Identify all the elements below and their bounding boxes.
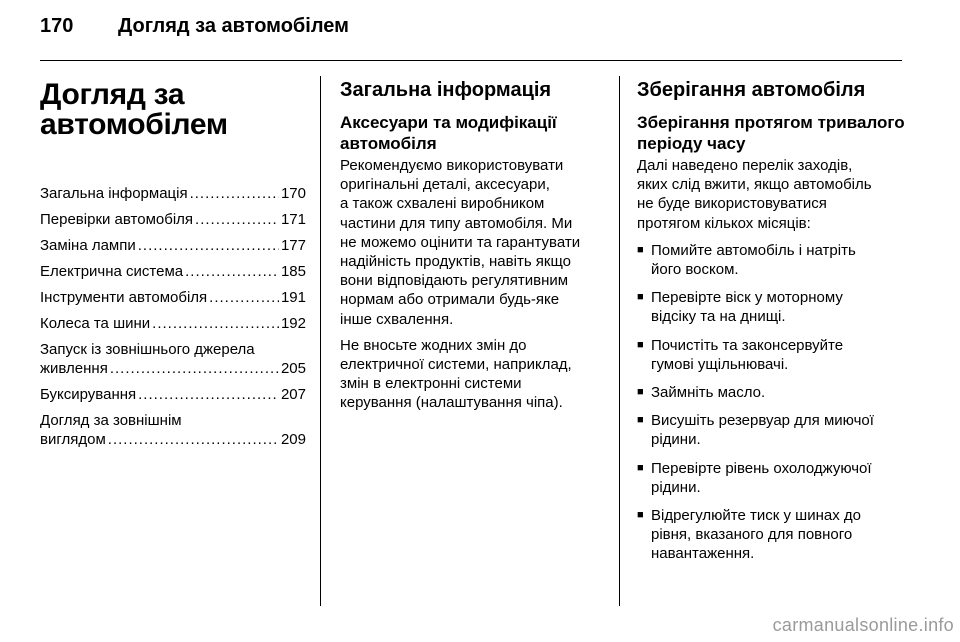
toc-entry-page: 209 (280, 431, 306, 448)
chapter-title-line: Догляд за (40, 78, 185, 111)
square-bullet-icon: ■ (637, 338, 644, 351)
toc-entry-label: Колеса та шини (40, 315, 151, 332)
bullet-line: рідини. (651, 431, 701, 449)
toc-entry-general-info[interactable] (40, 184, 306, 203)
toc-entry-vehicle-tools[interactable] (40, 288, 306, 307)
square-bullet-icon: ■ (637, 461, 644, 474)
toc-entry-label: Заміна лампи (40, 237, 136, 254)
toc-entry-page: 207 (280, 386, 306, 403)
toc-column (40, 76, 306, 456)
bullet-line: Почистіть та законсервуйте (651, 336, 844, 354)
toc-entry-page: 171 (280, 211, 306, 228)
bullet-line: гумові ущільнювачі. (651, 355, 789, 373)
bullet-line: Перевірте рівень охолоджуючої (651, 459, 872, 477)
page-header (40, 15, 349, 45)
text-line: яких слід вжити, якщо автомобіль (637, 176, 872, 194)
text-line: Далі наведено перелік заходів, (637, 157, 853, 174)
toc-entry-vehicle-checks[interactable] (40, 210, 306, 229)
list-item (637, 506, 905, 564)
list-item (637, 383, 905, 402)
list-item (637, 459, 905, 497)
text-line: Не вносьте жодних змін до (340, 336, 527, 354)
bullet-line: навантаження. (651, 545, 755, 563)
toc-entry-jump-starting[interactable] (40, 340, 306, 378)
square-bullet-icon: ■ (637, 414, 644, 427)
square-bullet-icon: ■ (637, 243, 644, 256)
toc-entry-towing[interactable] (40, 385, 306, 404)
toc-entry-label: Буксирування (40, 386, 137, 403)
bullet-line: рідини. (651, 478, 701, 496)
storage-steps-list (637, 241, 905, 564)
toc-entry-page: 177 (280, 237, 306, 254)
toc-entry-wheels-tyres[interactable] (40, 314, 306, 333)
paragraph-accessories (340, 156, 606, 329)
table-of-contents (40, 184, 306, 449)
toc-entry-page: 185 (280, 263, 306, 280)
running-title: Догляд за автомобілем (118, 15, 349, 37)
toc-leader (195, 210, 279, 229)
storage-column (637, 76, 905, 573)
toc-entry-label: Догляд за зовнішнім (40, 412, 182, 429)
toc-entry-page: 170 (280, 185, 306, 202)
chapter-title-line: автомобілем (40, 108, 228, 141)
list-item (637, 288, 905, 326)
text-line: протягом кількох місяців: (637, 214, 811, 232)
bullet-line: Займніть масло. (651, 384, 766, 402)
toc-leader (209, 288, 279, 307)
column-divider-left (320, 76, 321, 606)
text-line: змін в електронні системи (340, 375, 522, 393)
toc-entry-label: Запуск із зовнішнього джерела (40, 341, 255, 358)
square-bullet-icon: ■ (637, 509, 644, 522)
paragraph-storage-intro (637, 156, 905, 233)
bullet-line: Висушіть резервуар для миючої (651, 412, 874, 430)
toc-entry-page: 192 (280, 315, 306, 332)
toc-leader (110, 359, 279, 378)
subtitle-accessories (340, 112, 606, 154)
toc-entry-label: Електрична система (40, 263, 184, 280)
list-item (637, 336, 905, 374)
section-title-storage: Зберігання автомобіля (637, 79, 866, 101)
paragraph-electrical-changes (340, 336, 606, 413)
header-rule (40, 60, 902, 61)
subtitle-line: автомобіля (340, 134, 437, 153)
list-item (637, 241, 905, 279)
toc-entry-label: Перевірки автомобіля (40, 211, 194, 228)
subtitle-line: Зберігання протягом тривалого (637, 113, 905, 132)
subtitle-line: Аксесуари та модифікації (340, 113, 557, 132)
text-line: оригінальні деталі, аксесуари, (340, 176, 550, 194)
chapter-title (40, 80, 306, 140)
toc-entry-page: 191 (280, 289, 306, 306)
bullet-line: рівня, вказаного для повного (651, 526, 853, 544)
toc-entry-page: 205 (280, 360, 306, 377)
text-line: Рекомендуємо використовувати (340, 157, 564, 174)
page-number: 170 (40, 15, 74, 37)
general-info-column (340, 76, 606, 420)
text-line: надійність продуктів, навіть якщо (340, 253, 572, 271)
bullet-line: Перевірте віск у моторному (651, 289, 843, 307)
toc-leader (108, 430, 279, 449)
toc-entry-appearance-care[interactable] (40, 411, 306, 449)
toc-leader (138, 385, 279, 404)
toc-entry-label: Загальна інформація (40, 185, 188, 202)
toc-entry-electrical-system[interactable] (40, 262, 306, 281)
toc-leader (185, 262, 279, 281)
toc-entry-label-continued: живлення (40, 360, 108, 377)
text-line: частини для типу автомобіля. Ми (340, 214, 573, 232)
text-line: інше схвалення. (340, 310, 454, 328)
bullet-line: відсіку та на днищі. (651, 308, 786, 326)
watermark: carmanualsonline.info (772, 615, 954, 635)
toc-leader (152, 314, 279, 333)
toc-entry-label: Інструменти автомобіля (40, 289, 208, 306)
text-line: керування (налаштування чіпа). (340, 394, 563, 412)
subtitle-long-term-storage (637, 112, 905, 154)
text-line: не буде використовуватися (637, 195, 827, 213)
toc-leader (138, 236, 279, 255)
square-bullet-icon: ■ (637, 386, 644, 399)
text-line: вони відповідають регулятивним (340, 272, 569, 290)
text-line: не можемо оцінити та гарантувати (340, 233, 581, 251)
bullet-line: Відрегулюйте тиск у шинах до (651, 507, 861, 525)
toc-leader (190, 184, 279, 203)
list-item (637, 411, 905, 449)
text-line: електричної системи, наприклад, (340, 356, 572, 374)
toc-entry-label-continued: виглядом (40, 431, 106, 448)
text-line: а також схвалені виробником (340, 195, 545, 213)
subtitle-line: періоду часу (637, 134, 746, 153)
square-bullet-icon: ■ (637, 291, 644, 304)
bullet-line: його воском. (651, 261, 739, 279)
bullet-line: Помийте автомобіль і натріть (651, 241, 856, 259)
section-title-general-info: Загальна інформація (340, 79, 552, 101)
toc-entry-bulb-replacement[interactable] (40, 236, 306, 255)
text-line: нормам або отримали будь-яке (340, 291, 560, 309)
column-divider-right (619, 76, 620, 606)
